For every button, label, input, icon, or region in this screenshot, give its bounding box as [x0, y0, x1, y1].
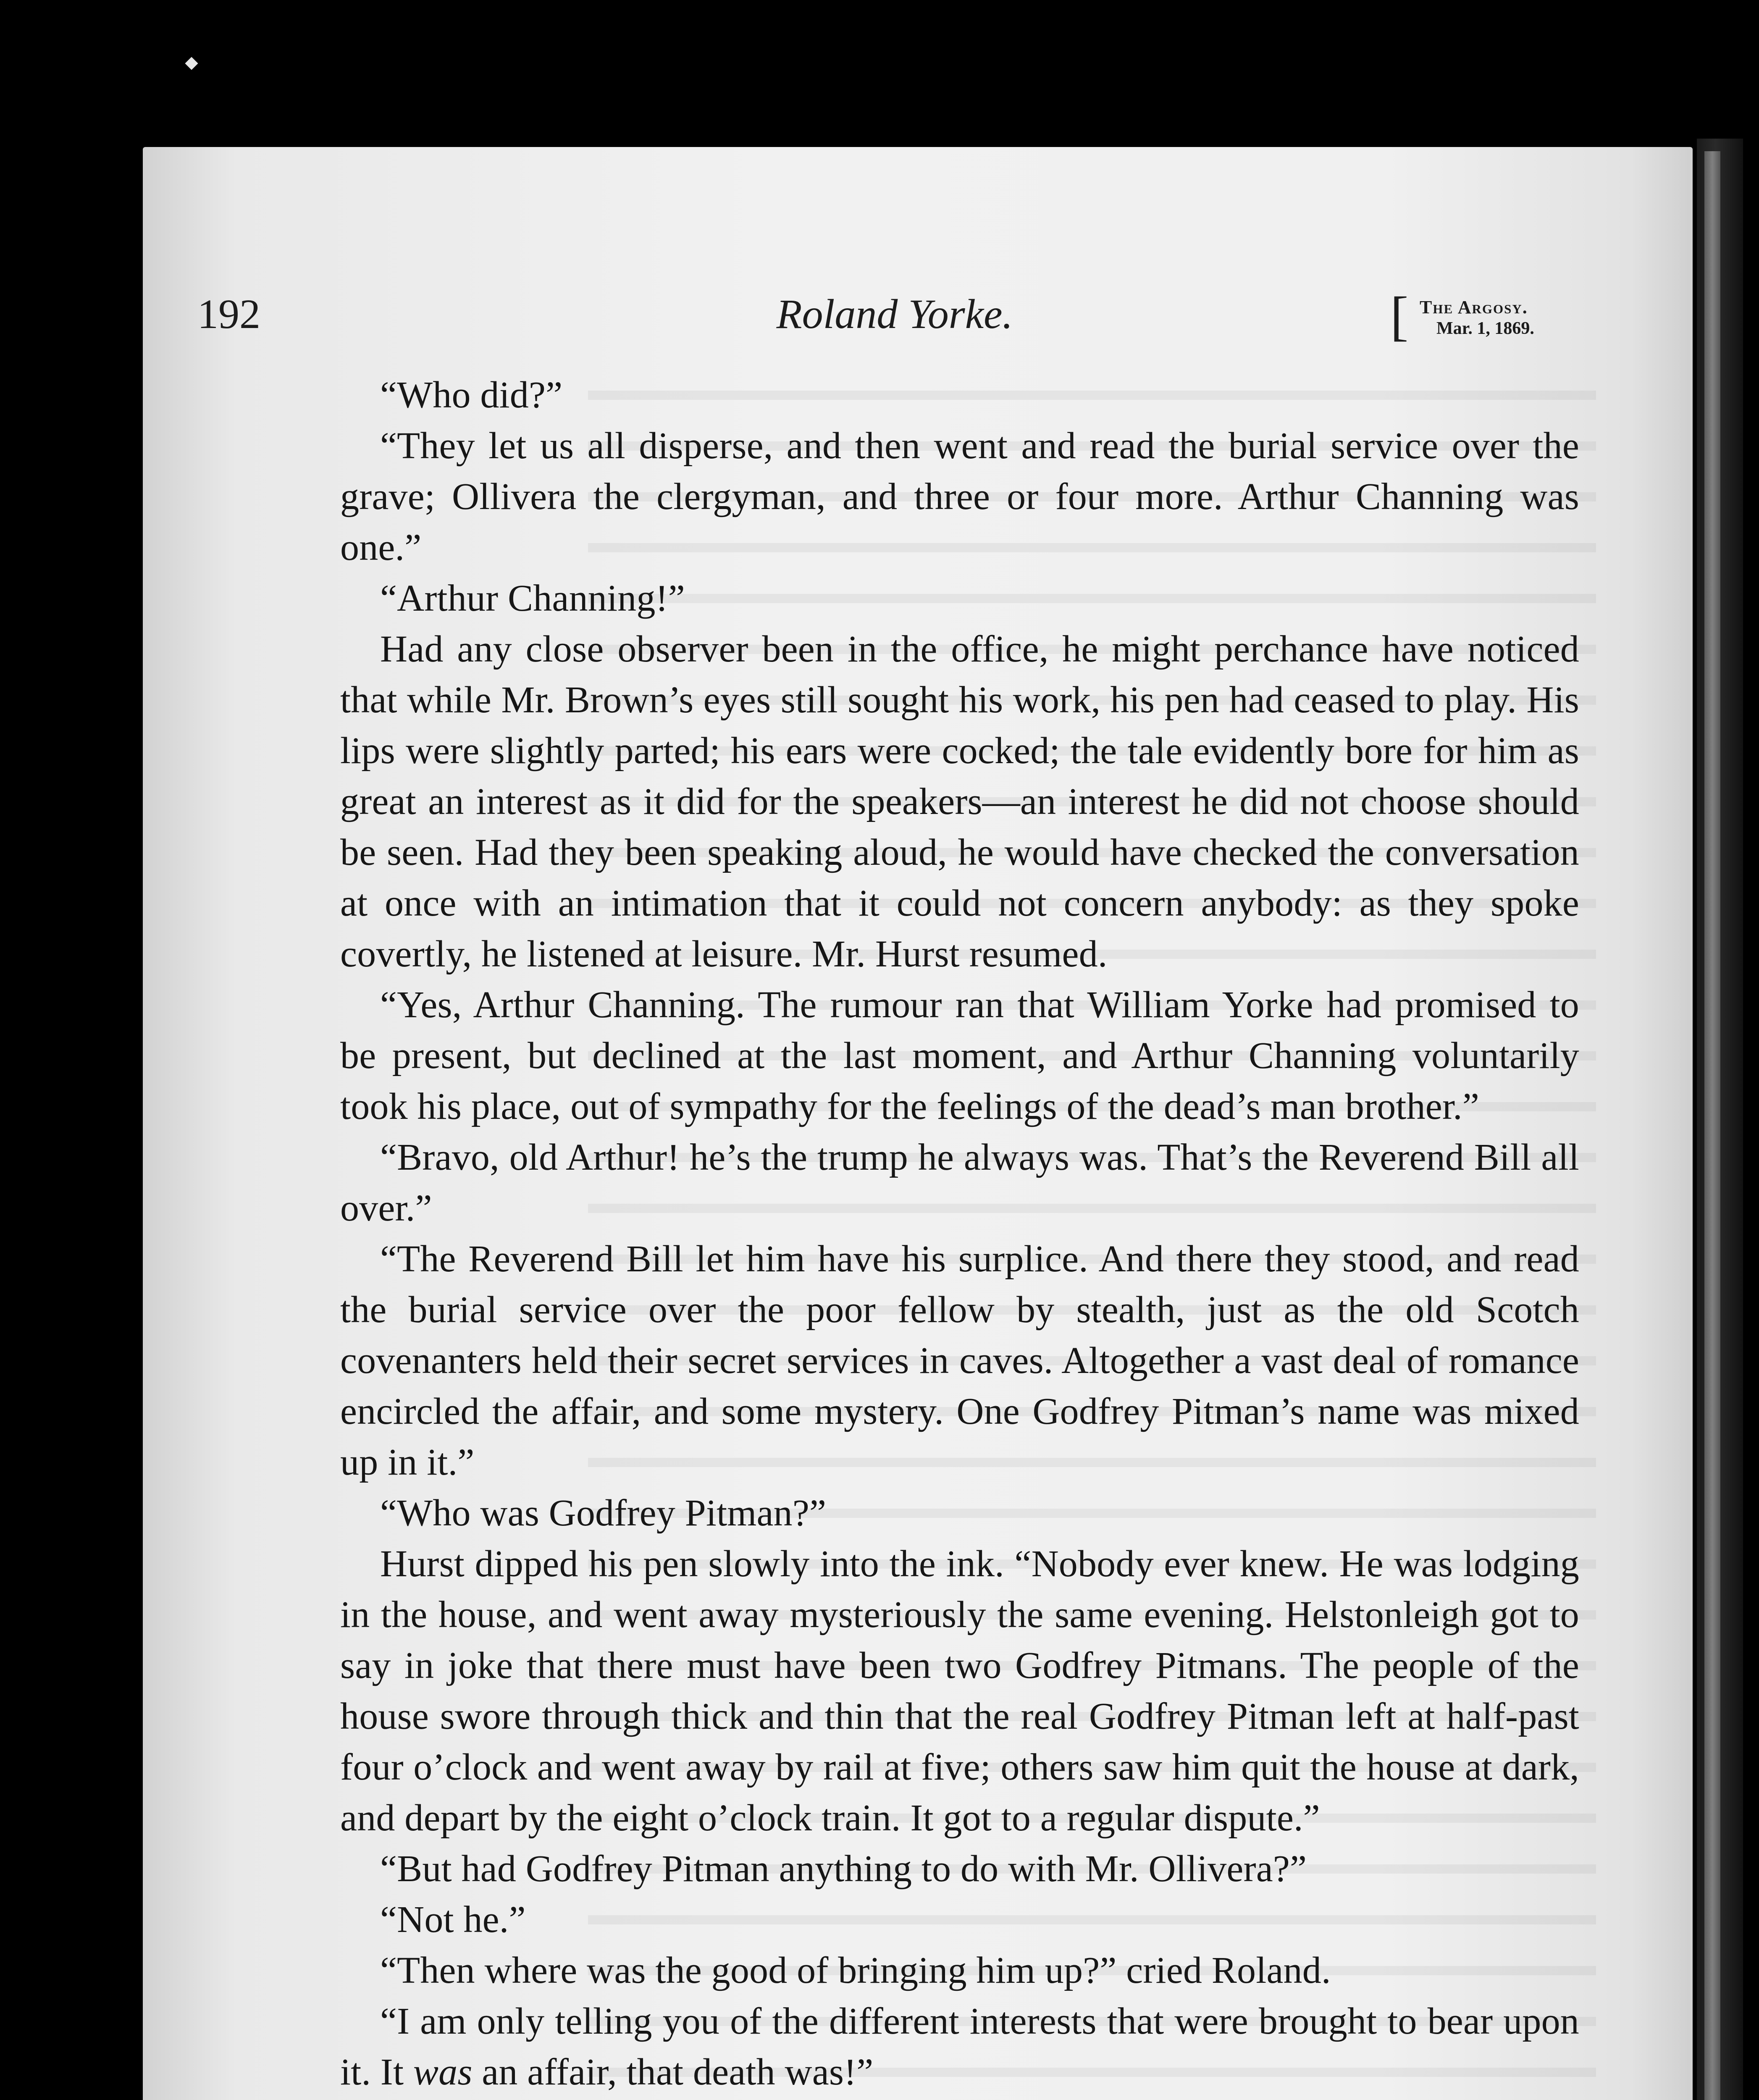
paragraph: “Arthur Channing!”	[380, 578, 685, 619]
running-title: Roland Yorke.	[776, 291, 1013, 337]
paragraph: “Yes, Arthur Channing. The rumour ran that William Yorke had promised to be present, but declined at the last moment, and Arthur Channing voluntarily took his place, out of sympathy for the feelings of the dead’s man brother.”	[340, 984, 1579, 1127]
paragraph-text: an affair, that death was!”	[472, 2051, 874, 2093]
paragraph	[340, 2097, 1579, 2100]
page-number: 192	[197, 291, 260, 337]
paragraph: “Who did?”	[380, 374, 563, 416]
body-text	[340, 370, 1579, 2100]
paragraph	[340, 1996, 1579, 2097]
paragraph: “Not he.”	[380, 1899, 526, 1940]
magazine-name: The Argosy.	[1420, 297, 1528, 318]
paragraph: “Who was Godfrey Pitman?”	[380, 1492, 827, 1534]
paragraph-text: “I am only telling you of the different interests that were brought to bear upon it. It	[340, 2000, 1579, 2093]
emphasized-word: was	[413, 2051, 473, 2093]
paragraph: “Then where was the good of bringing him up?” cried Roland.	[380, 1950, 1331, 1991]
page-header	[197, 286, 1592, 349]
issue-date: Mar. 1, 1869.	[1436, 319, 1534, 338]
issue-info	[1390, 286, 1592, 346]
paragraph: “The Reverend Bill let him have his surplice. And there they stood, and read the burial service over the poor fellow by stealth, just as the old Scotch covenanters held their secret services in caves. Altogether a vast deal of romance encircled the affair, and some mystery. One Godfrey Pitman’s name was mixed up in it.”	[340, 1238, 1579, 1483]
scan-corner-mark	[185, 57, 198, 70]
issue-bracket: [	[1390, 286, 1409, 346]
paragraph: “They let us all disperse, and then went and read the burial service over the grave; Ollivera the clergyman, and three or four more. Arthur Channing was one.”	[340, 425, 1579, 568]
paragraph: Hurst dipped his pen slowly into the ink. “Nobody ever knew. He was lodging in the house, and went away mysteriously the same evening. Helstonleigh got to say in joke that there must have been two Godfrey Pitmans. The people of the house swore through thick and thin that the real Godfrey Pitman left at half-past four o’clock and went away by rail at five; others saw him quit the house at dark, and depart by the eight o’clock train. It got to a regular dispute.”	[340, 1543, 1579, 1839]
paragraph: “Bravo, old Arthur! he’s the trump he always was. That’s the Reverend Bill all over.”	[340, 1137, 1579, 1229]
next-page-edge	[1704, 151, 1720, 2100]
paragraph: “But had Godfrey Pitman anything to do with Mr. Ollivera?”	[380, 1848, 1307, 1890]
paragraph: Had any close observer been in the office, he might perchance have noticed that while Mr. Brown’s eyes still sought his work, his pen had ceased to play. His lips were slightly parted; his ears were cocked; the tale evidently bore for him as great an interest as it did for the speakers—an interest he did not choose should be seen. Had they been speaking aloud, he would have checked the conversation at once with an intimation that it could not concern anybody: as they spoke covertly, he listened at leisure. Mr. Hurst resumed.	[340, 628, 1579, 975]
